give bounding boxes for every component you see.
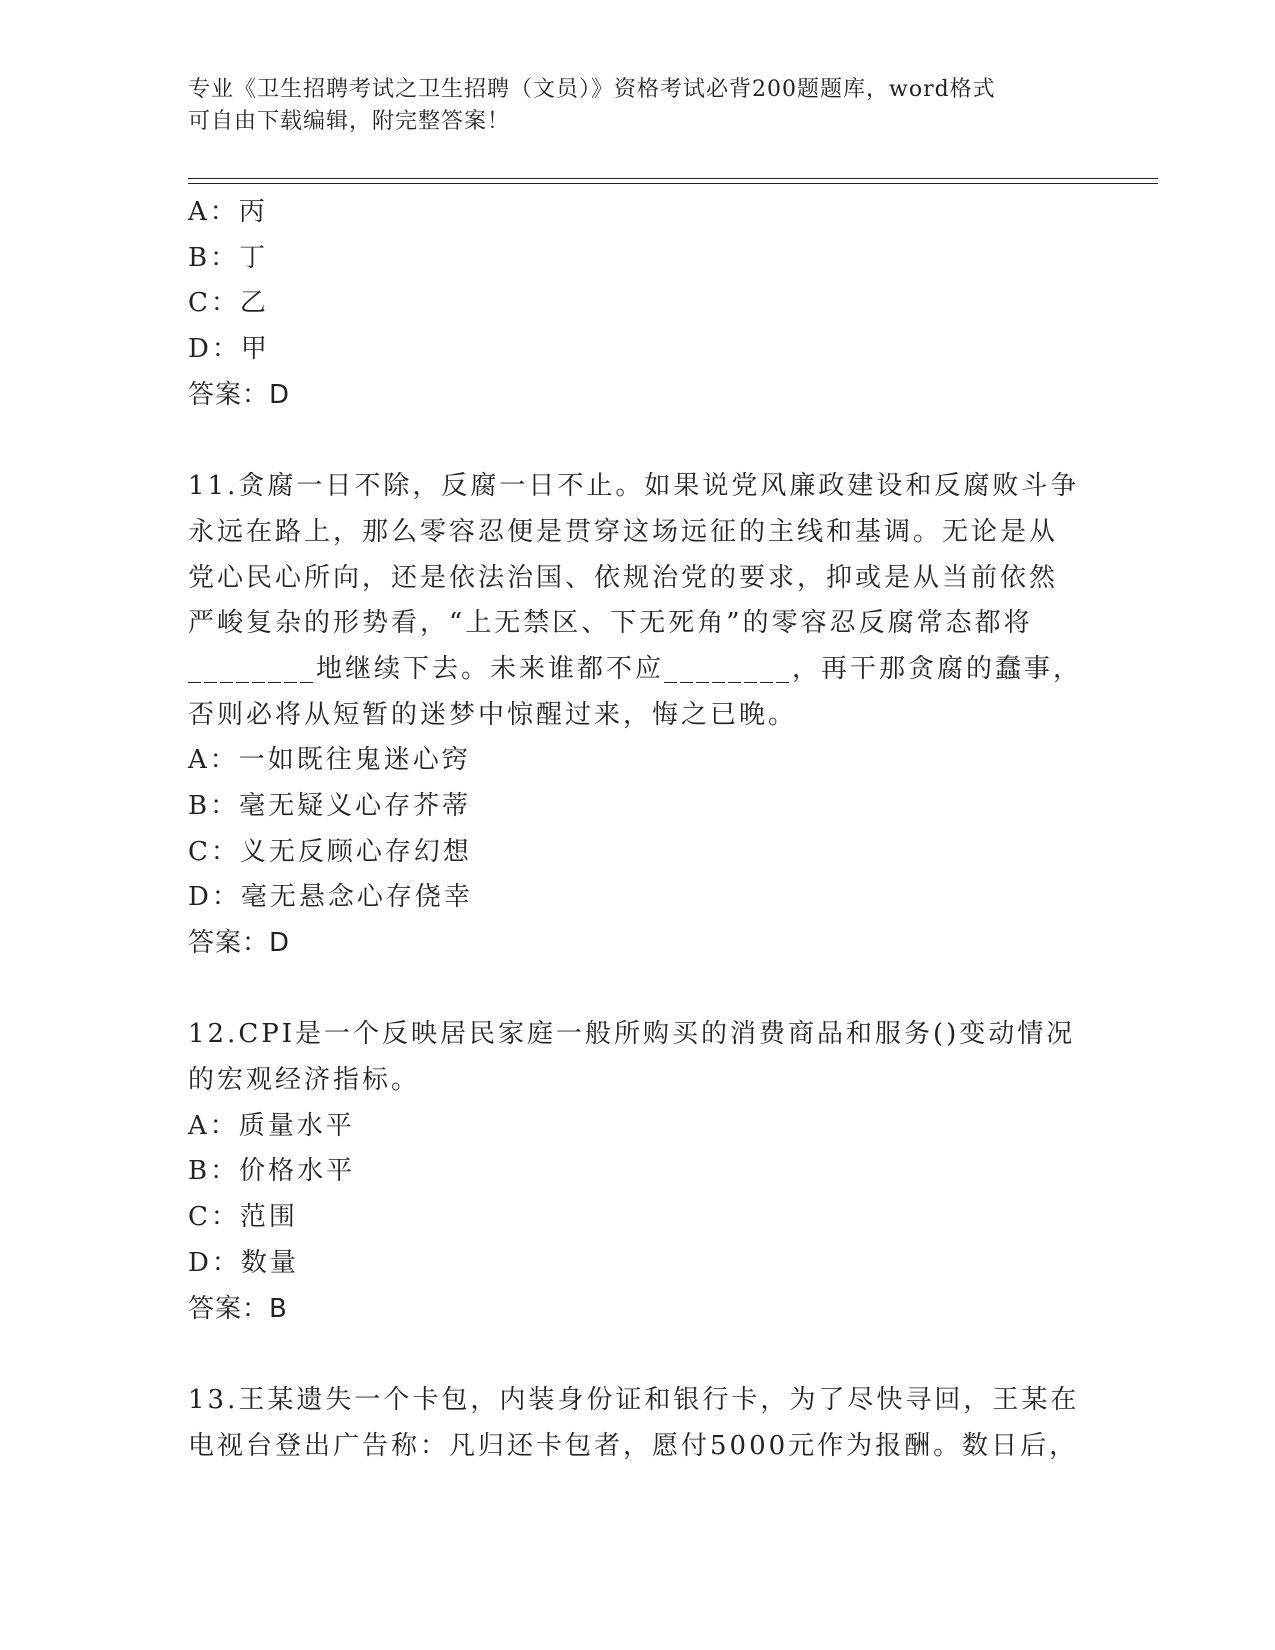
question-stem-line: 12.CPI是一个反映居民家庭一般所购买的消费商品和服务()变动情况 — [188, 1019, 1076, 1050]
option-a: A：丙 — [188, 197, 268, 227]
question-stem-line: 严峻复杂的形势看，“上无禁区、下无死角”的零容忍反腐常态都将 — [188, 608, 1033, 639]
spacer — [188, 1332, 1088, 1378]
question-stem-line: 党心民心所向，还是依法治国、依规治党的要求，抑或是从当前依然 — [188, 562, 1059, 593]
option-c: C：义无反顾心存幻想 — [188, 836, 472, 867]
option-b: B：毫无疑义心存芥蒂 — [188, 790, 472, 821]
header-divider — [188, 178, 1158, 184]
header-line-1: 专业《卫生招聘考试之卫生招聘（文员）》资格考试必背200题题库，word格式 — [188, 77, 996, 102]
question-12 — [188, 1012, 1088, 1332]
option-a: A：一如既往鬼迷心窍 — [188, 745, 471, 776]
spacer — [188, 418, 1088, 464]
question-stem-line: 11.贪腐一日不除，反腐一日不止。如果说党风廉政建设和反腐败斗争 — [188, 471, 1080, 502]
option-b: B：价格水平 — [188, 1156, 356, 1187]
question-stem-line: 13.王某遗失一个卡包，内装身份证和银行卡，为了尽快寻回，王某在 — [188, 1384, 1080, 1415]
question-stem-line: 永远在路上，那么零容忍便是贯穿这场远征的主线和基调。无论是从 — [188, 516, 1059, 547]
answer: 答案：B — [188, 1293, 288, 1324]
question-13 — [188, 1378, 1088, 1469]
question-list — [188, 190, 1088, 1469]
option-c: C：乙 — [188, 288, 269, 319]
question-stem-line: 否则必将从短暂的迷梦中惊醒过来，悔之已晚。 — [188, 699, 798, 730]
option-a: A：质量水平 — [188, 1110, 355, 1141]
option-c: C：范围 — [188, 1202, 298, 1233]
question-stem-line: 的宏观经济指标。 — [188, 1065, 421, 1096]
option-d: D：毫无悬念心存侥幸 — [188, 882, 473, 913]
question-stem-line: ________地继续下去。未来谁都不应________，再干那贪腐的蠢事， — [188, 653, 1083, 684]
option-b: B：丁 — [188, 242, 269, 273]
answer: 答案：D — [188, 379, 291, 410]
question-stem-line: 电视台登出广告称：凡归还卡包者，愿付5000元作为报酬。数日后， — [188, 1430, 1079, 1461]
header-line-2: 可自由下载编辑，附完整答案！ — [188, 109, 511, 134]
spacer — [188, 967, 1088, 1013]
option-d: D：甲 — [188, 334, 270, 365]
question-10 — [188, 190, 1088, 418]
answer: 答案：D — [188, 928, 291, 958]
document-header — [188, 74, 1088, 138]
option-d: D：数量 — [188, 1247, 299, 1278]
question-11 — [188, 464, 1088, 967]
